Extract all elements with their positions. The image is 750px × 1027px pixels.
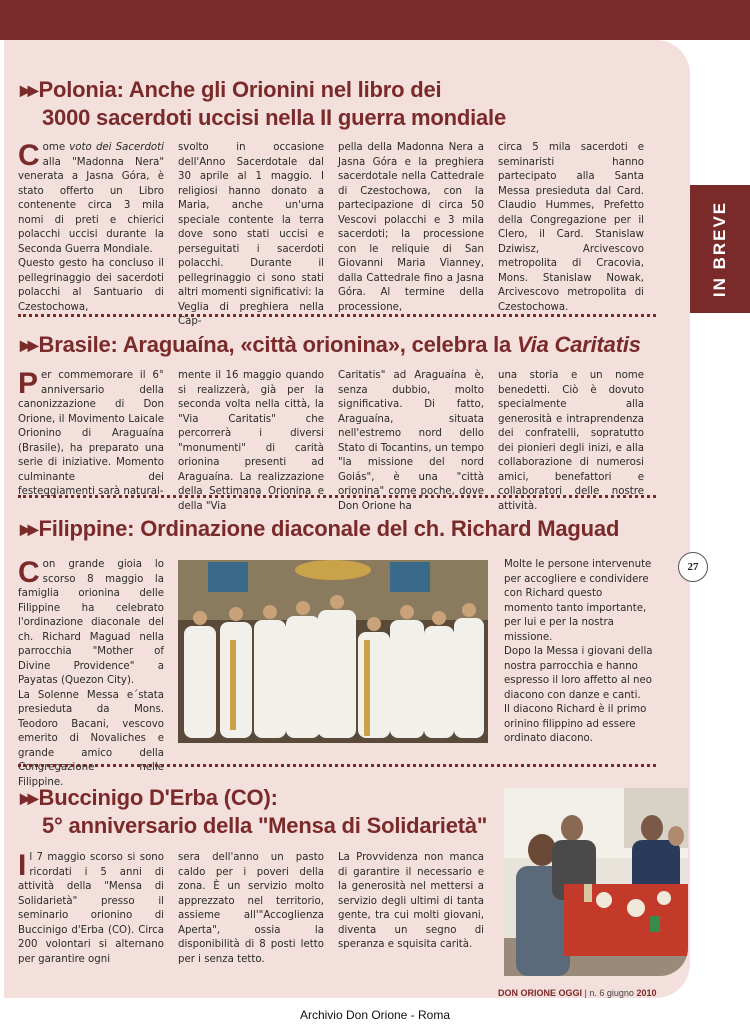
title-line-1: Polonia: Anche gli Orionini nel libro dei (38, 77, 442, 102)
ordination-group-photo (178, 560, 488, 743)
column-1: Il 7 maggio scorso si sono ricordati i 5 anni di attività della "Mensa di Solidarietà" presso il seminario orionino di Buccinigo d'Erba (CO). Circa 200 volontari si alternano per garantire ogni (18, 849, 164, 965)
top-bar (0, 0, 750, 40)
column-1: Per commemorare il 6° anniversario della canonizzazione di Don Orione, il Movimento Laicale Orionino di Araguaína (Brasile), ha preparato una serie di iniziative. Momento culminante dei festeggiamenti sarà natural- (18, 367, 164, 497)
section-tab (690, 185, 750, 313)
article-title-buccinigo: ▶▶ Buccinigo D'Erba (CO): 5° anniversario della "Mensa di Solidarietà" (20, 785, 488, 838)
article-title-filippine: ▶▶ Filippine: Ordinazione diaconale del ch. Richard Maguad (20, 516, 620, 541)
column-2: sera dell'anno un pasto caldo per i poveri della zona. È un servizio molto apprezzato nel territorio, assieme all'"Accoglienza Aperta", ossia la disponibilità di 8 posti letto per i senza tetto. (178, 852, 324, 965)
drop-cap: P (18, 367, 39, 400)
article-body-filippine-right (504, 558, 654, 747)
article-title-polonia (20, 76, 506, 131)
column-4: circa 5 mila sacerdoti e seminaristi hanno partecipato alla Santa Messa presieduta dal Card. Claudio Hummes, Prefetto della Congregazione per il Clero, il Card. Stanislaw Dziwisz, Arcivescovo metropolita di Cracovia, Mons. Stanislaw Nowak, Arcivescovo metropolita di Czestochowa. (498, 142, 644, 313)
column-3: La Provvidenza non manca di garantire il necessario e la generosità nel mettersi a servizio degli ultimi di tanta gente, tra cui molti giovani, diventa un segno di speranza e squisita carità. (338, 852, 484, 950)
column-2: mente il 16 maggio quando si realizzerà, già per la seconda volta nella città, la "Via Caritatis" che percorrerà i diversi "monumenti" di carità orionina presenti ad Araguaína. La realizzazione della Settimana Orionina e della "Via (178, 370, 324, 512)
drop-cap: C (18, 139, 40, 172)
drop-cap: C (18, 556, 40, 589)
section-divider (18, 495, 656, 498)
article-body-buccinigo (18, 851, 484, 967)
drop-cap: I (18, 849, 27, 882)
section-divider (18, 314, 656, 317)
column-1: Con grande gioia lo scorso 8 maggio la famiglia orionina delle Filippine ha celebrato l'ordinazione diaconale del ch. Richard Maguad nella parrocchia "Mother of Divine Providence" a Payatas (Quezon City). La Solenne Messa e´stata presieduta da Mons. Teodoro Bacani, vescovo emerito di Novaliches e grande amico della Congregazione nelle Filippine. (18, 556, 164, 788)
column-1: Come voto dei Sacerdoti alla "Madonna Nera" venerata a Jasna Góra, è stato offerto un Libro contenente circa 3 mila nomi di preti e chierici polacchi uccisi durante la Seconda Guerra Mondiale. Questo gesto ha concluso il pellegrinaggio dei sacerdoti polacchi al Santuario di Czestochowa, (18, 139, 164, 313)
article-body-filippine-left (18, 558, 164, 790)
section-tab-label: IN BREVE (710, 200, 729, 298)
article-title-brasile: ▶▶ Brasile: Araguaína, «città orionina», celebra la Via Caritatis (20, 332, 641, 357)
column-3: pella della Madonna Nera a Jasna Góra e la preghiera sacerdotale nella Cattedrale di Czestochowa, con la partecipazione di circa 50 Vescovi polacchi e 3 mila sacerdoti; la processione con le reliquie di San Giovanni Maria Vianney, dalla Cattedrale fino a Jasna Góra. Al termine della processione, (338, 142, 484, 313)
section-divider (18, 764, 656, 767)
magazine-footer: DON ORIONE OGGI | n. 6 giugno 2010 (498, 988, 657, 998)
double-arrow-icon: ▶▶ (20, 521, 36, 537)
double-arrow-icon: ▶▶ (20, 82, 36, 98)
double-arrow-icon: ▶▶ (20, 790, 36, 806)
solidarity-canteen-photo (504, 788, 688, 976)
archive-label: Archivio Don Orione - Roma (299, 1008, 451, 1022)
column-4: una storia e un nome benedetti. Ciò è dovuto specialmente alla generosità e intraprendenza dei confratelli, sopratutto dei pionieri degli inizi, e alla collaborazione di numerosi amici, benefattori e collaboratori delle nostre attività. (498, 370, 644, 512)
column-2: svolto in occasione dell'Anno Sacerdotale dal 30 aprile al 1 maggio. I religiosi hanno donato a Maria, anche un'urna speciale contente la terra dove sono stati uccisi e perseguitati i sacerdoti polacchi. Durante il pellegrinaggio ci sono stati altri momenti significativi: la Veglia di preghiera nella Cap- (178, 142, 324, 327)
column-3: Caritatis" ad Araguaína è, senza dubbio, molto significativa. Di fatto, Araguaína, situata nell'estremo nord dello Stato di Tocantins, un tempo "la missione del nord Goiás", è una "città orionina" come poche, dove Don Orione ha (338, 370, 484, 512)
double-arrow-icon: ▶▶ (20, 337, 36, 353)
article-body-brasile (18, 369, 644, 514)
article-body-polonia (18, 141, 644, 330)
title-line-2: 3000 sacerdoti uccisi nella II guerra mondiale (42, 105, 507, 130)
page-number: 27 (678, 552, 708, 582)
column-right: Molte le persone intervenute per accogliere e condividere con Richard questo momento tanto importante, per lui e per la nostra missione. Dopo la Messa i giovani della nostra parrocchia e hanno espresso il loro affetto al neo diacono con danze e canti. Il diacono Richard è il primo orinino filippino ad essere ordinato diacono. (504, 559, 653, 744)
